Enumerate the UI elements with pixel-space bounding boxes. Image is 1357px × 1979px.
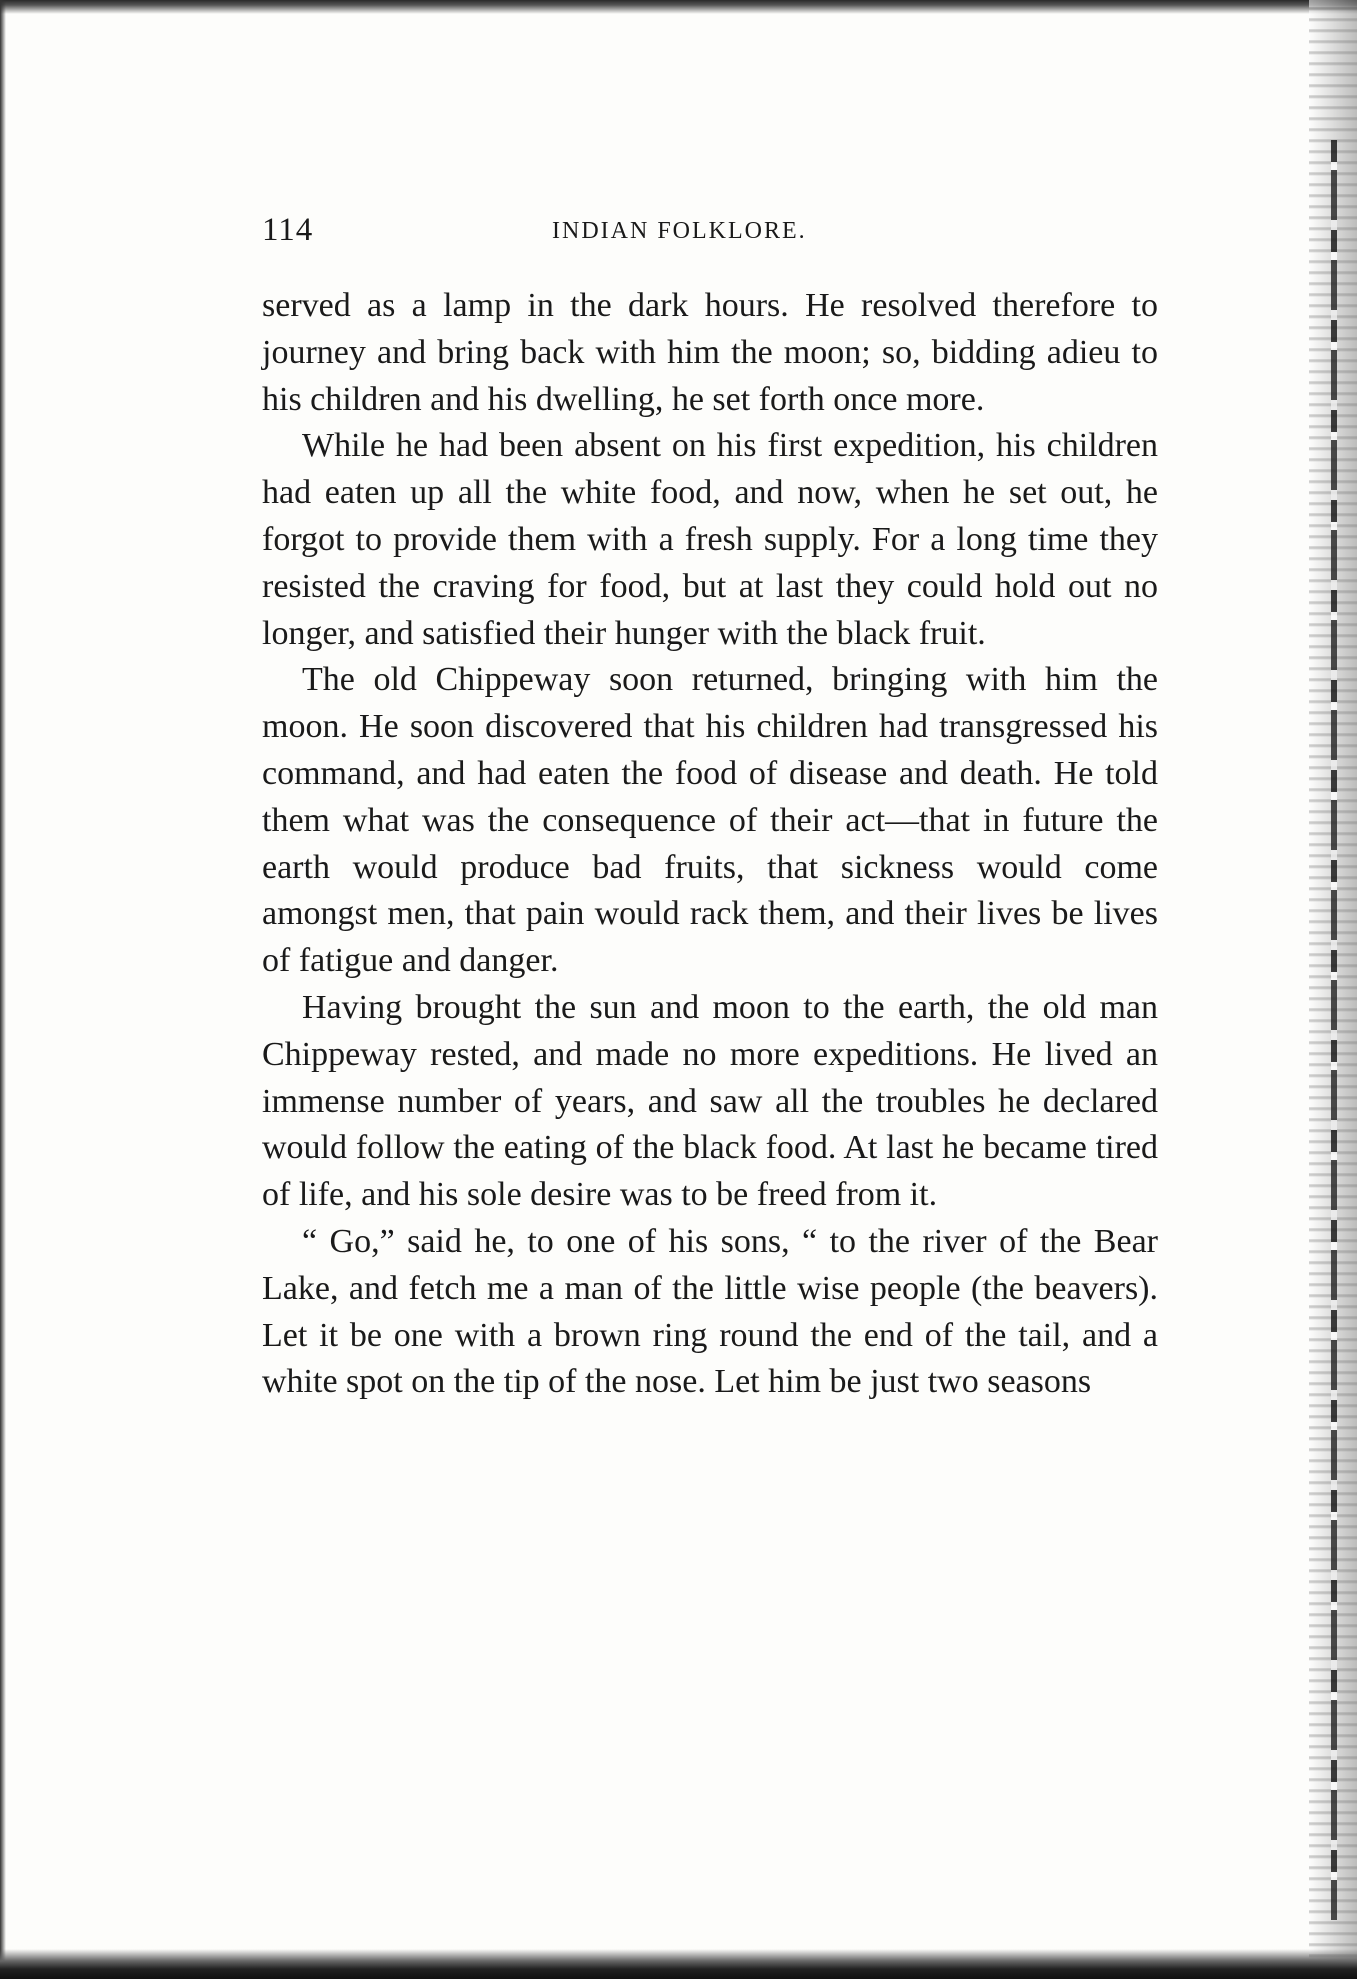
paragraph-5: “ Go,” said he, to one of his sons, “ to the river of the Bear Lake, and fetch me a man of the little wise people (the beavers). Let it be one with a brown ring round the end of the tail, and a white spot on the tip of the nose. Let him be just two seasons <box>262 1222 1158 1401</box>
paragraph-2: While he had been absent on his first expedition, his children had eaten up all the white food, and now, when he set out, he forgot to provide them with a fresh supply. For a long time they resisted the craving for food, but at last they could hold out no longer, and satisfied their hunger with the black fruit. <box>262 427 1158 652</box>
scan-left-edge <box>0 0 6 1979</box>
body-text <box>262 283 1158 1406</box>
scan-bottom-edge <box>0 1949 1357 1979</box>
scan-top-edge <box>0 0 1357 14</box>
page-number: 114 <box>262 212 314 248</box>
paragraph-4: Having brought the sun and moon to the earth, the old man Chippeway rested, and made no more expeditions. He lived an immense number of years, and saw all the troubles he declared would follow the eating of the black food. At last he became tired of life, and his sole desire was to be freed from it. <box>262 988 1158 1214</box>
scan-page-edge-shadow <box>1331 140 1337 1920</box>
paragraph-1: served as a lamp in the dark hours. He resolved therefore to journey and bring back with him the moon; so, bidding adieu to his children and his dwelling, he set forth once more. <box>262 287 1158 418</box>
paragraph-3: The old Chippeway soon returned, bringing with him the moon. He soon discovered that his children had transgressed his command, and had eaten the food of disease and death. He told them what was the consequence of their act—that in future the earth would produce bad fruits, that sickness would come amongst men, that pain would rack them, and their lives be lives of fatigue and danger. <box>262 661 1158 980</box>
running-title: INDIAN FOLKLORE. <box>552 218 807 244</box>
page-header <box>262 212 1158 252</box>
